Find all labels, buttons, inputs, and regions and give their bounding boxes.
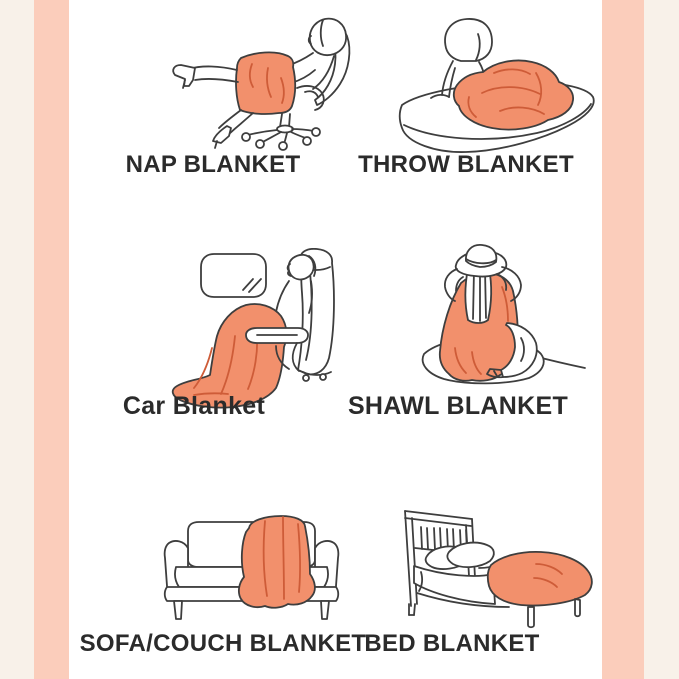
- left-pink-border: [34, 0, 69, 679]
- throw-blanket-illustration: [391, 16, 601, 166]
- bed-blanket-illustration: [389, 486, 649, 646]
- left-outer-border: [0, 0, 34, 679]
- sofa-couch-blanket-label: SOFA/COUCH BLANKET: [79, 630, 367, 657]
- bed-blanket-label: BED BLANKET: [364, 630, 540, 657]
- car-blanket-label: Car Blanket: [122, 392, 266, 420]
- sofa-couch-blanket-illustration: [134, 486, 374, 636]
- throw-blanket-label: THROW BLANKET: [358, 151, 574, 178]
- nap-blanket-illustration: [164, 16, 354, 156]
- infographic-panel: [69, 0, 602, 679]
- shawl-blanket-label: SHAWL BLANKET: [347, 392, 569, 420]
- nap-blanket-label: NAP BLANKET: [125, 151, 301, 178]
- right-outer-border: [644, 0, 679, 679]
- shawl-blanket-illustration: [394, 241, 594, 401]
